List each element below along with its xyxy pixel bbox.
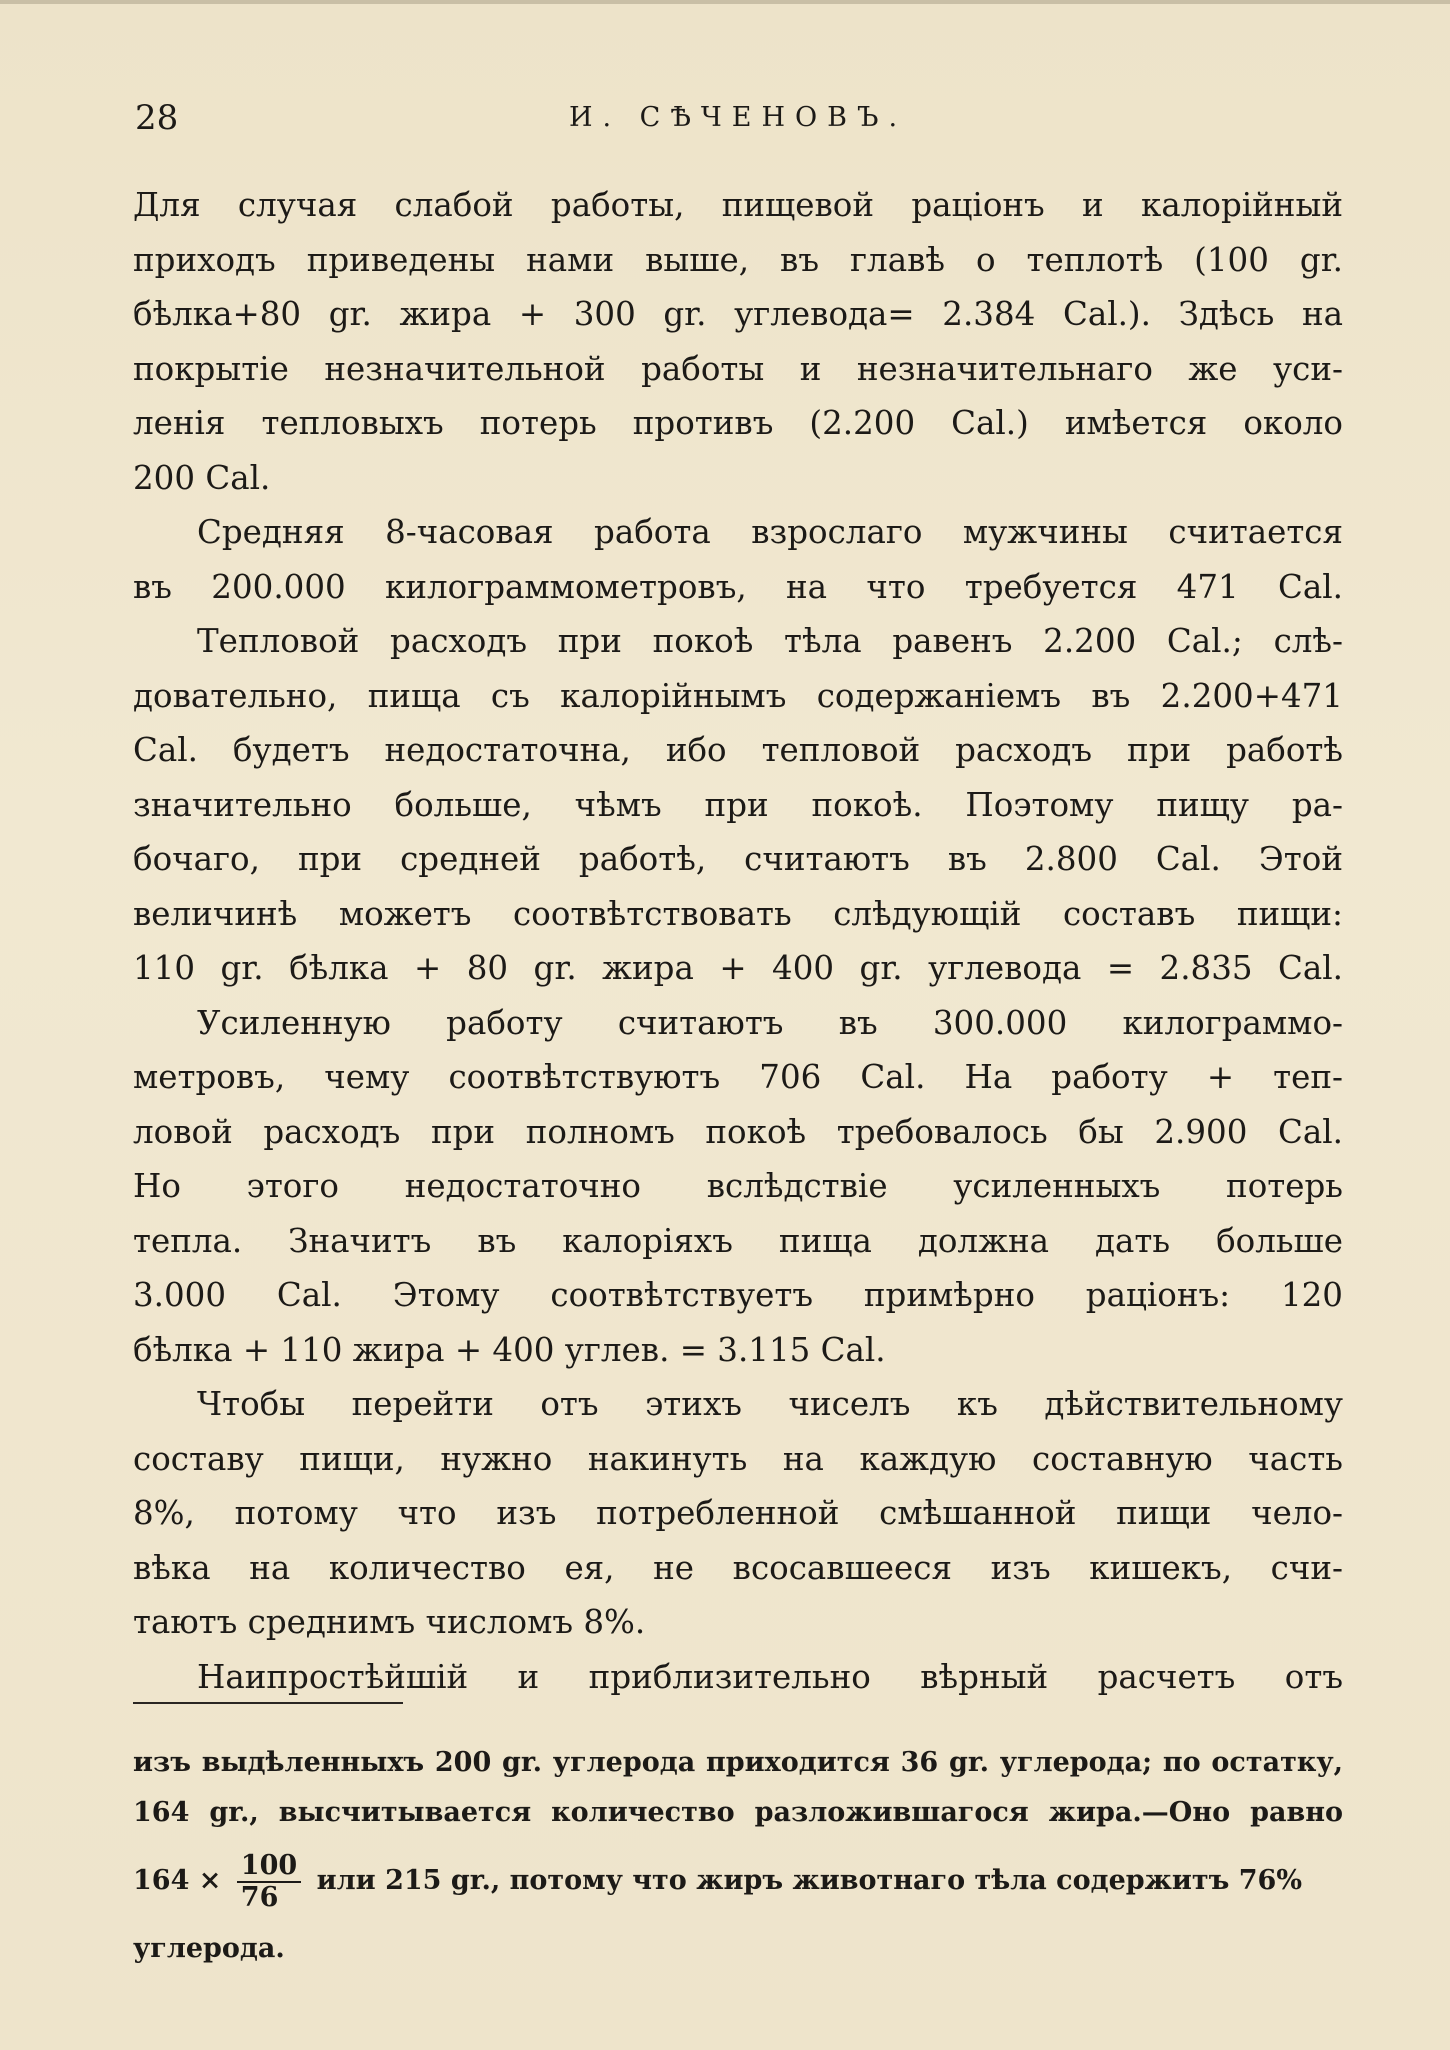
fraction-denominator: 76 xyxy=(240,1881,279,1913)
text-line: покрытіе незначительной работы и незначительнаго же уси- xyxy=(133,349,1343,388)
text-line: 8%, потому что изъ потребленной смѣшанной пищи чело- xyxy=(133,1494,1343,1532)
text-line: 110 gr. бѣлка + 80 gr. жира + 400 gr. углевода = 2.835 Cal. xyxy=(133,949,1343,987)
text-line: 3.000 Cal. Этому соотвѣтствуетъ примѣрно раціонъ: 120 xyxy=(133,1276,1343,1314)
text-line: ловой расходъ при полномъ покоѣ требовалось бы 2.900 Cal. xyxy=(133,1112,1343,1151)
page-top-edge xyxy=(0,0,1450,4)
text-line: тепла. Значитъ въ калоріяхъ пища должна дать больше xyxy=(133,1221,1343,1260)
text-line: бѣлка + 110 жира + 400 углев. = 3.115 Cal. xyxy=(133,1330,886,1369)
page-number: 28 xyxy=(135,98,179,138)
footnote-formula-line xyxy=(133,1838,1343,1924)
page-header xyxy=(133,98,1343,148)
text-line: довательно, пища съ калорійнымъ содержаніемъ въ 2.200+471 xyxy=(133,676,1343,715)
footnote-line: 164 gr., высчитывается количество разложившагося жира.—Оно равно xyxy=(133,1797,1343,1828)
text-line: бочаго, при средней работѣ, считаютъ въ 2.800 Cal. Этой xyxy=(133,840,1343,878)
text-line: метровъ, чему соотвѣтствуютъ 706 Cal. На работу + теп- xyxy=(133,1058,1343,1096)
text-line: Усиленную работу считаютъ въ 300.000 килограммо- xyxy=(197,1003,1343,1042)
body-text xyxy=(133,178,1343,1704)
footnote-divider xyxy=(133,1702,403,1704)
formula-suffix: или 215 gr., потому что жиръ животнаго тѣла содержитъ 76% xyxy=(316,1865,1302,1896)
footnote-line: изъ выдѣленныхъ 200 gr. углерода приходится 36 gr. углерода; по остатку, xyxy=(133,1747,1343,1778)
footnote xyxy=(133,1738,1343,1974)
running-head: И. СѢЧЕНОВЪ. xyxy=(568,102,908,133)
text-line: величинѣ можетъ соотвѣтствовать слѣдующій составъ пищи: xyxy=(133,894,1343,933)
text-line: бѣлка+80 gr. жира + 300 gr. углевода= 2.384 Cal.). Здѣсь на xyxy=(133,295,1343,333)
text-line: составу пищи, нужно накинуть на каждую составную часть xyxy=(133,1439,1343,1478)
text-line: Но этого недостаточно вслѣдствіе усиленныхъ потерь xyxy=(133,1167,1343,1205)
fraction-numerator: 100 xyxy=(237,1851,301,1883)
footnote-line: углерода. xyxy=(133,1933,285,1964)
text-line: 200 Cal. xyxy=(133,458,271,497)
text-line: Cal. будетъ недостаточна, ибо тепловой расходъ при работѣ xyxy=(133,731,1343,769)
text-line: приходъ приведены нами выше, въ главѣ о теплотѣ (100 gr. xyxy=(133,240,1343,279)
formula-prefix: 164 × xyxy=(133,1865,222,1896)
text-line: Средняя 8-часовая работа взрослаго мужчины считается xyxy=(197,513,1343,551)
text-line: въ 200.000 килограммометровъ, на что требуется 471 Cal. xyxy=(133,567,1343,606)
text-line: Чтобы перейти отъ этихъ чиселъ къ дѣйствительному xyxy=(197,1385,1343,1423)
text-line: вѣка на количество ея, не всосавшееся изъ кишекъ, счи- xyxy=(133,1548,1343,1587)
text-line: Тепловой расходъ при покоѣ тѣла равенъ 2.200 Cal.; слѣ- xyxy=(197,622,1343,660)
text-line: ленія тепловыхъ потерь противъ (2.200 Cal.) имѣется около xyxy=(133,404,1343,442)
fraction xyxy=(237,1851,301,1913)
text-line: таютъ среднимъ числомъ 8%. xyxy=(133,1603,646,1641)
text-line: Для случая слабой работы, пищевой раціонъ и калорійный xyxy=(133,186,1343,224)
text-line: значительно больше, чѣмъ при покоѣ. Поэтому пищу ра- xyxy=(133,785,1343,824)
text-line: Наипростѣйшій и приблизительно вѣрный расчетъ отъ xyxy=(197,1657,1343,1696)
